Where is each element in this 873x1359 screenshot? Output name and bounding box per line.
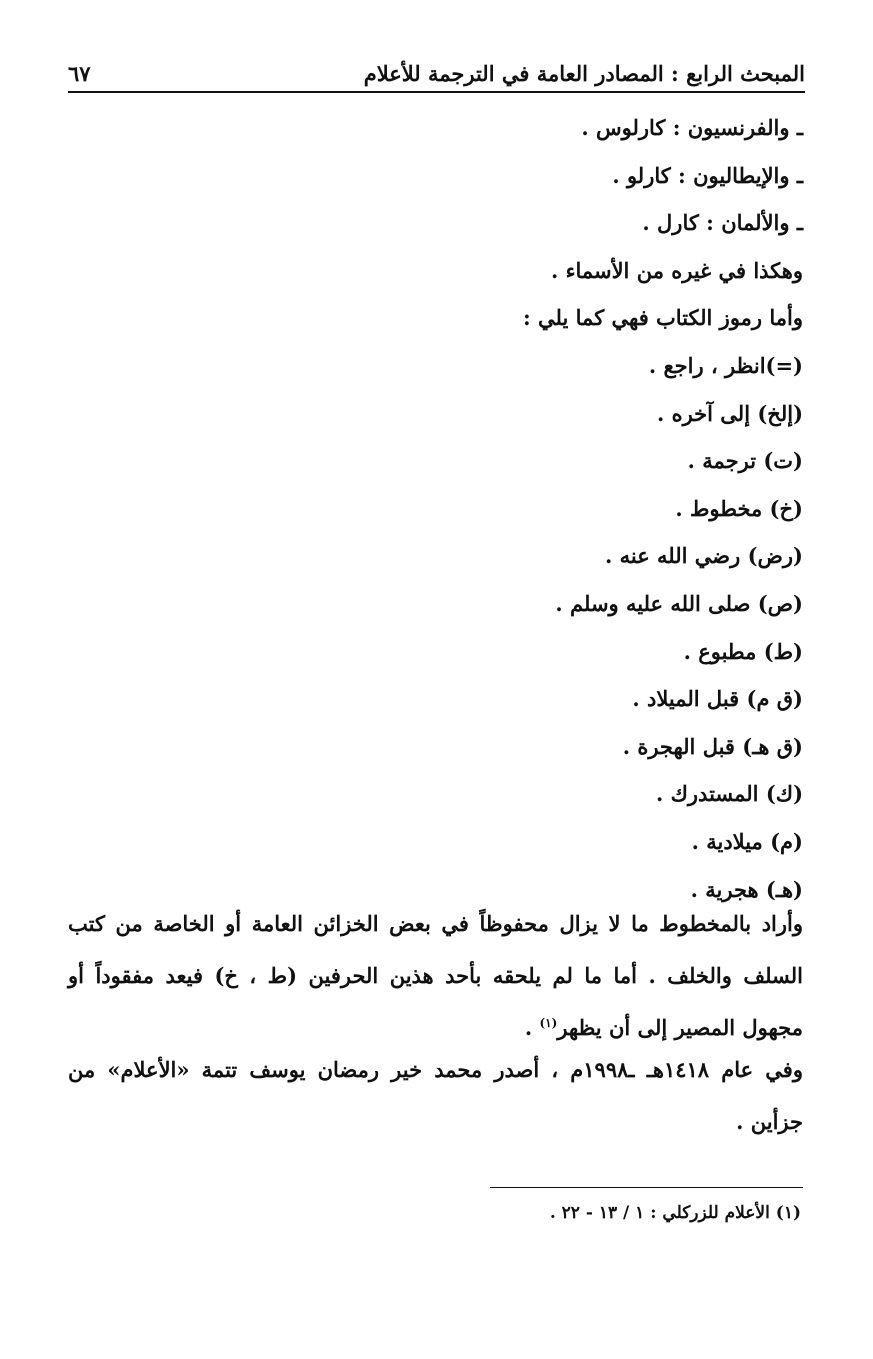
list-line: (إلخ) إلى آخره . xyxy=(656,400,803,426)
symbol-list xyxy=(68,104,803,913)
paragraph-text: وفي عام ١٤١٨هـ ـ١٩٩٨م ، أصدر محمد خير رمضان يوسف تتمة «الأعلام» من جزأين . xyxy=(68,1057,803,1134)
paragraph-end: . xyxy=(524,1015,540,1040)
paragraph-text: وأراد بالمخطوط ما لا يزال محفوظاً في بعض الخزائن العامة أو الخاصة من كتب السلف والخلف . أما ما لم يلحقه بأحد هذين الحرفين (ط ، خ) فيعد مفقوداً أو مجهول المصير إلى أن يظهر xyxy=(68,911,803,1040)
list-line: ـ والألمان : كارل . xyxy=(642,210,803,236)
running-title: المبحث الرابع : المصادر العامة في الترجمة للأعلام xyxy=(363,60,805,86)
list-line: (هـ) هجرية . xyxy=(690,876,803,902)
paragraph-supplement xyxy=(68,1044,803,1148)
footnote-divider xyxy=(490,1187,803,1188)
footnote-reference[interactable]: (١) xyxy=(539,1016,558,1030)
list-line: (=)انظر ، راجع . xyxy=(648,352,803,378)
list-line: وأما رموز الكتاب فهي كما يلي : xyxy=(522,305,803,331)
running-header xyxy=(68,55,805,93)
list-line: (ق هـ) قبل الهجرة . xyxy=(622,733,803,759)
list-line: وهكذا في غيره من الأسماء . xyxy=(550,257,803,283)
list-line: (ك) المستدرك . xyxy=(655,781,803,807)
list-line: (ط) مطبوع . xyxy=(683,638,803,664)
list-line: (ص) صلى الله عليه وسلم . xyxy=(555,590,803,616)
list-line: (ت) ترجمة . xyxy=(687,448,803,474)
list-line: ـ والفرنسيون : كارلوس . xyxy=(581,115,803,140)
list-line: (رض) رضي الله عنه . xyxy=(604,543,803,569)
page-number: ٦٧ xyxy=(68,60,91,86)
list-line: ـ والإيطاليون : كارلو . xyxy=(612,162,803,188)
list-line: (ق م) قبل الميلاد . xyxy=(632,686,803,712)
list-line: (خ) مخطوط . xyxy=(675,495,803,521)
footnote: (١) الأعلام للزركلي : ١ / ١٣ - ٢٢ . xyxy=(549,1203,801,1223)
paragraph-manuscripts xyxy=(68,898,803,1054)
list-line: (م) ميلادية . xyxy=(691,828,803,854)
